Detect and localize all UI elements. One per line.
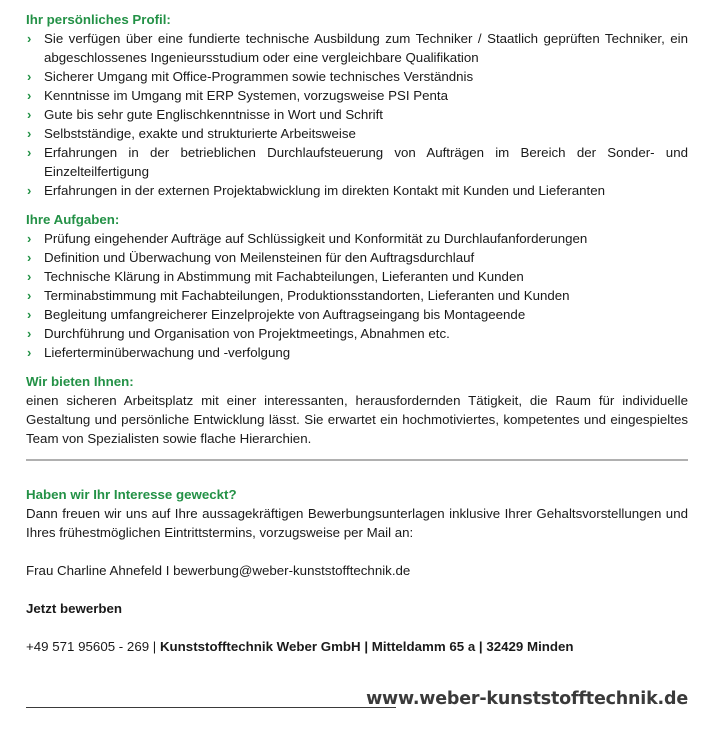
chevron-right-icon: › (27, 269, 32, 284)
chevron-right-icon: › (27, 31, 32, 46)
list-item (26, 86, 688, 105)
list-item-text: Terminabstimmung mit Fachabteilungen, Produktionsstandorten, Lieferanten und Kunden (44, 288, 570, 303)
offer-text: einen sicheren Arbeitsplatz mit einer interessanten, herausfordernden Tätigkeit, die Raum für individuelle Gestaltung und persönliche Entwicklung lässt. Sie erwartet ein hochmotiviertes, kompetentes und eingespieltes Team von Spezialisten sowie flache Hierarchien. (26, 393, 688, 446)
section-divider (26, 459, 688, 461)
chevron-right-icon: › (27, 107, 32, 122)
footer (26, 688, 688, 718)
list-item (26, 124, 688, 143)
list-item (26, 29, 688, 67)
list-item-text: Durchführung und Organisation von Projektmeetings, Abnahmen etc. (44, 326, 450, 341)
chevron-right-icon: › (27, 88, 32, 103)
list-item (26, 181, 688, 200)
offer-heading: Wir bieten Ihnen: (26, 374, 134, 389)
footer-rule (26, 707, 396, 708)
chevron-right-icon: › (27, 145, 32, 160)
list-item-text: Lieferterminüberwachung und -verfolgung (44, 345, 291, 360)
list-item-text: Sicherer Umgang mit Office-Programmen sowie technisches Verständnis (44, 69, 474, 84)
list-item (26, 324, 688, 343)
list-item (26, 67, 688, 86)
list-item-text: Begleitung umfangreicherer Einzelprojekte von Auftragseingang bis Montageende (44, 307, 526, 322)
chevron-right-icon: › (27, 231, 32, 246)
chevron-right-icon: › (27, 345, 32, 360)
apply-link[interactable]: Jetzt bewerben (26, 601, 123, 616)
list-item (26, 286, 688, 305)
website-link[interactable]: www.weber-kunststofftechnik.de (366, 689, 688, 709)
chevron-right-icon: › (27, 69, 32, 84)
list-item-text: Prüfung eingehender Aufträge auf Schlüssigkeit und Konformität zu Durchlaufanforderungen (44, 231, 588, 246)
contact-line[interactable]: Frau Charline Ahnefeld I bewerbung@weber-kunststofftechnik.de (26, 563, 411, 578)
profile-heading: Ihr persönliches Profil: (26, 12, 171, 27)
phone-number: +49 571 95605 - 269 | (26, 639, 160, 654)
list-item (26, 105, 688, 124)
list-item-text: Sie verfügen über eine fundierte technische Ausbildung zum Techniker / Staatlich geprüften Techniker, ein abgeschlossenes Ingenieursstudium oder eine vergleichbare Qualifikation (44, 31, 688, 65)
profile-list (26, 29, 688, 200)
list-item (26, 248, 688, 267)
list-item-text: Kenntnisse im Umgang mit ERP Systemen, vorzugsweise PSI Penta (44, 88, 449, 103)
chevron-right-icon: › (27, 250, 32, 265)
chevron-right-icon: › (27, 288, 32, 303)
chevron-right-icon: › (27, 326, 32, 341)
chevron-right-icon: › (27, 126, 32, 141)
interest-heading: Haben wir Ihr Interesse geweckt? (26, 487, 237, 502)
list-item (26, 343, 688, 362)
tasks-heading: Ihre Aufgaben: (26, 212, 120, 227)
list-item (26, 143, 688, 181)
list-item-text: Erfahrungen in der externen Projektabwicklung im direkten Kontakt mit Kunden und Lieferanten (44, 183, 606, 198)
tasks-list (26, 229, 688, 362)
list-item-text: Selbstständige, exakte und strukturierte Arbeitsweise (44, 126, 356, 141)
company-info (26, 637, 688, 656)
list-item (26, 267, 688, 286)
job-ad-content (26, 10, 688, 656)
chevron-right-icon: › (27, 307, 32, 322)
list-item-text: Technische Klärung in Abstimmung mit Fachabteilungen, Lieferanten und Kunden (44, 269, 524, 284)
list-item (26, 305, 688, 324)
list-item-text: Erfahrungen in der betrieblichen Durchlaufsteuerung von Aufträgen im Bereich der Sonder- und Einzelteilfertigung (44, 145, 688, 179)
list-item-text: Definition und Überwachung von Meilensteinen für den Auftragsdurchlauf (44, 250, 475, 265)
interest-text: Dann freuen wir uns auf Ihre aussagekräftigen Bewerbungsunterlagen inklusive Ihrer Gehaltsvorstellungen und Ihres frühestmöglichen Eintrittstermins, vorzugsweise per Mail an: (26, 506, 688, 540)
list-item (26, 229, 688, 248)
company-address: Kunststofftechnik Weber GmbH | Mitteldamm 65 a | 32429 Minden (159, 639, 574, 654)
list-item-text: Gute bis sehr gute Englischkenntnisse in Wort und Schrift (44, 107, 383, 122)
chevron-right-icon: › (27, 183, 32, 198)
